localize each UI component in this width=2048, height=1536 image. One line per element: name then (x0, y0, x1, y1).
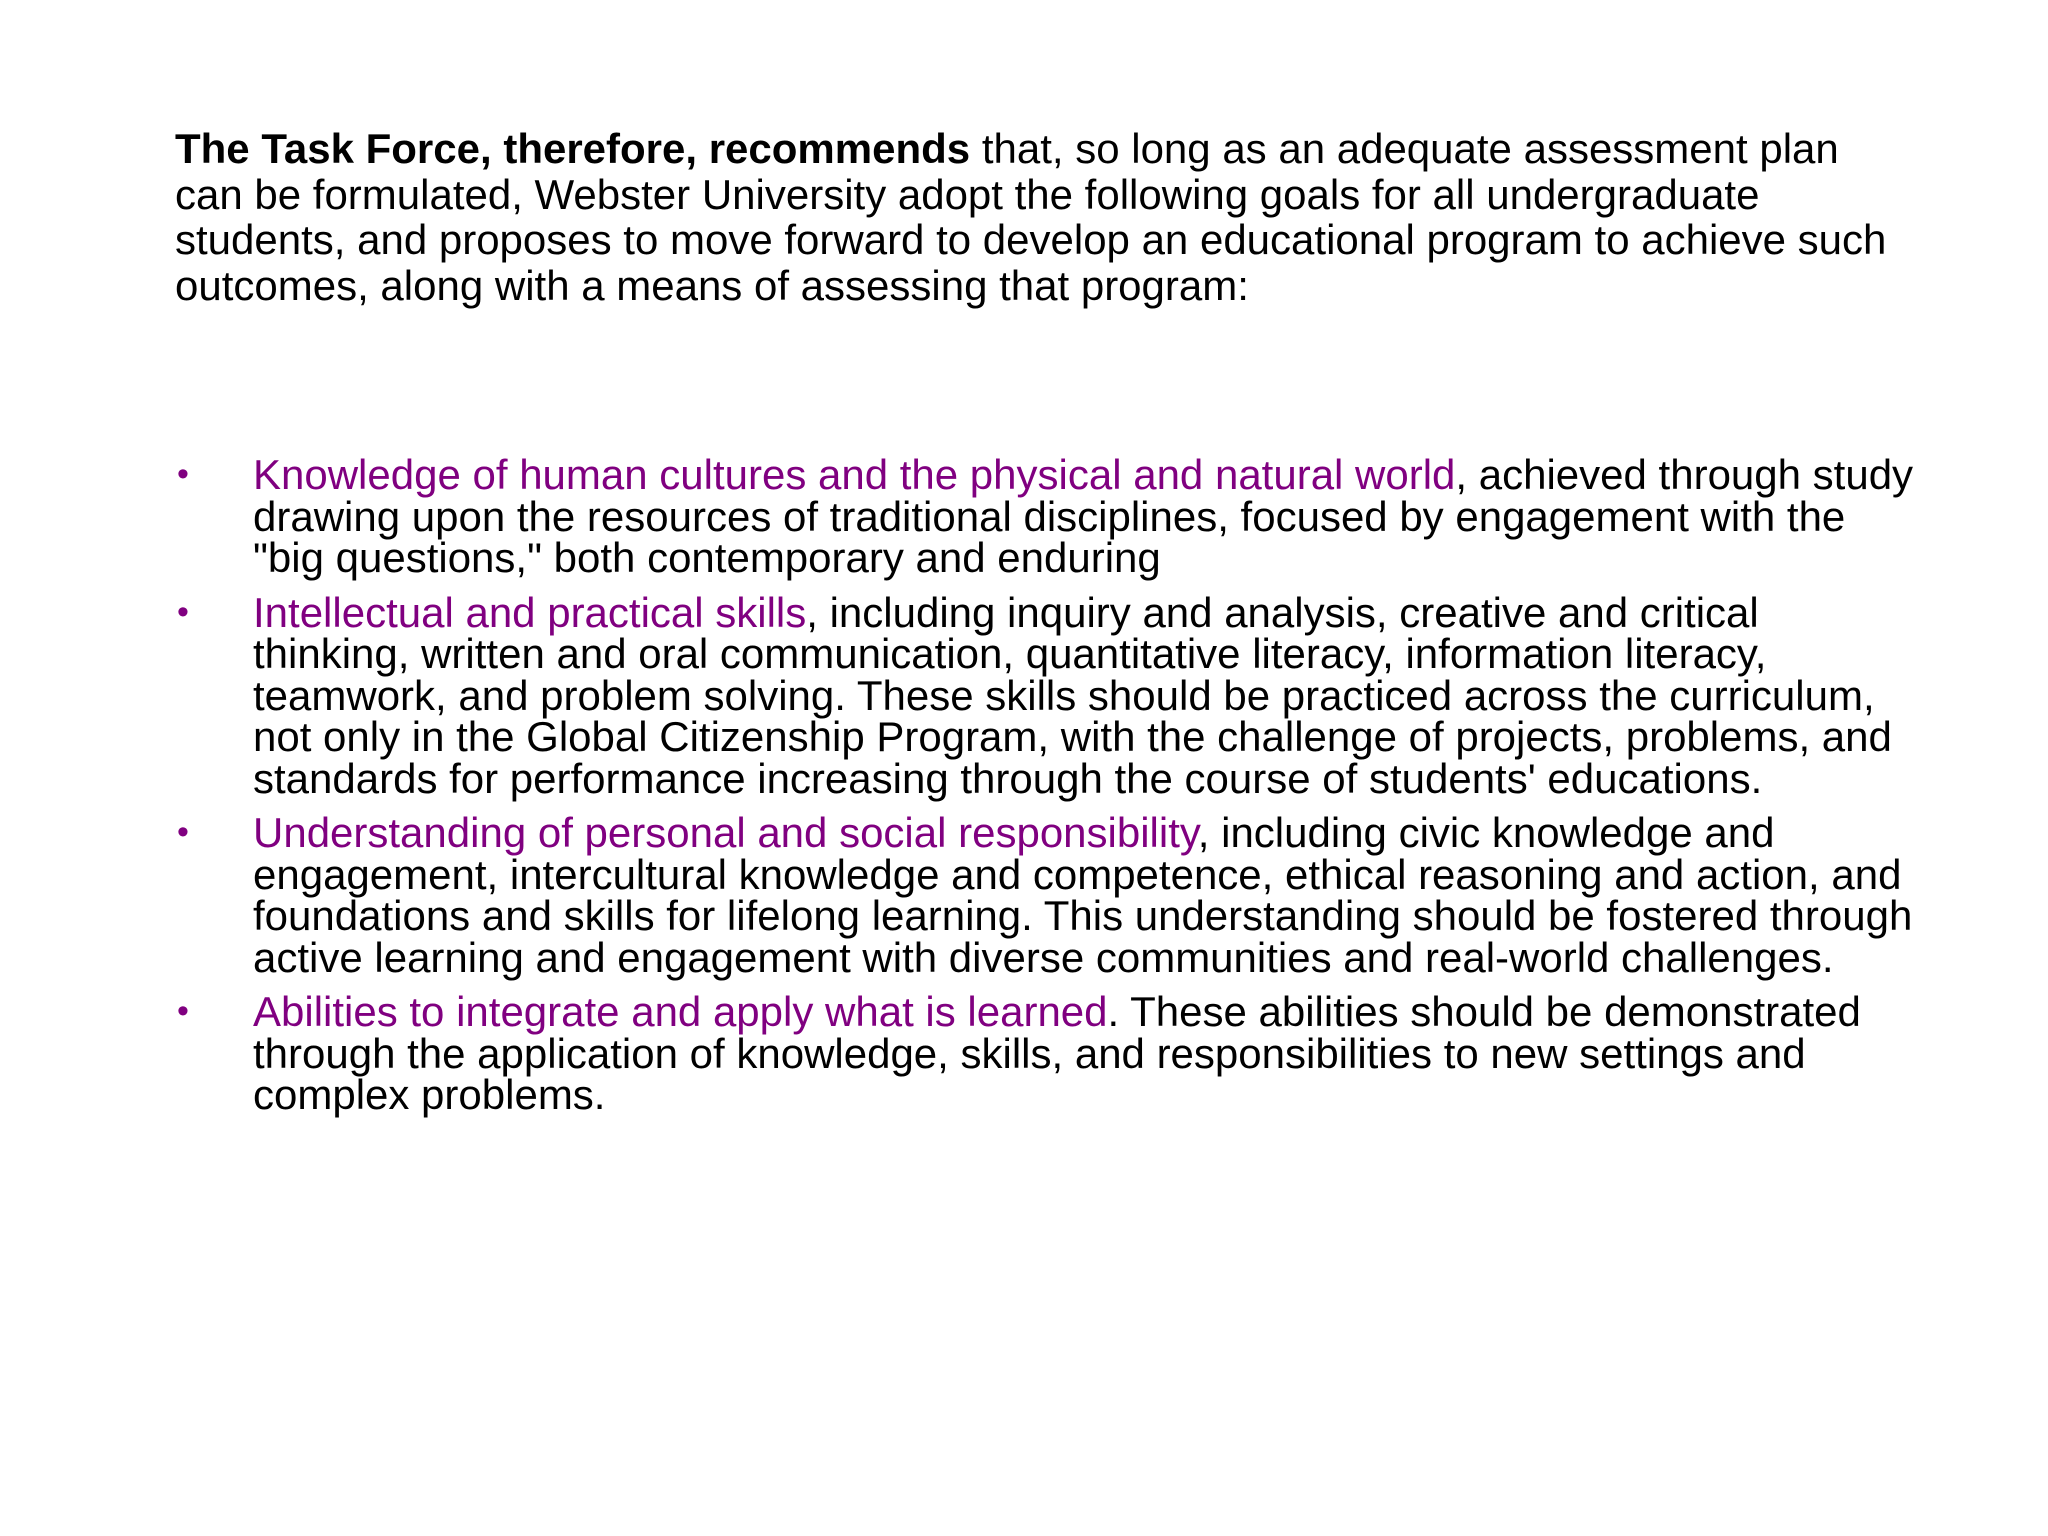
intro-body: that, so long as an adequate assessment plan can be formulated, Webster University adopt the following goals for all undergraduate students, and proposes to move forward to develop an educational program to achieve such outcomes, along with a means of assessing that program: (175, 125, 1887, 309)
bullet-icon: • (177, 992, 189, 1030)
intro-paragraph (175, 126, 1895, 308)
goal-item-integration (175, 988, 1915, 1118)
goal-text: , including civic knowledge and engagement, intercultural knowledge and competence, ethical reasoning and action, and foundations and skills for lifelong learning. This understanding should be fostered through active learning and engagement with diverse communities and real-world challenges. (253, 809, 1913, 981)
goals-list (175, 451, 1915, 1129)
goal-highlight: Understanding of personal and social responsibility (253, 809, 1198, 856)
goal-text: . These abilities should be demonstrated through the application of knowledge, skills, and responsibilities to new settings and complex problems. (253, 988, 1861, 1118)
intro-bold-lead: The Task Force, therefore, recommends (175, 125, 971, 172)
goal-highlight: Knowledge of human cultures and the physical and natural world (253, 451, 1456, 498)
goal-highlight: Abilities to integrate and apply what is learned (253, 988, 1108, 1035)
goal-item-skills (175, 588, 1915, 802)
goal-text: , achieved through study drawing upon the resources of traditional disciplines, focused by engagement with the "big questions," both contemporary and enduring (253, 451, 1914, 581)
bullet-icon: • (177, 813, 189, 851)
bullet-icon: • (177, 455, 189, 493)
goal-item-responsibility (175, 809, 1915, 981)
goal-item-knowledge (175, 451, 1915, 581)
goal-text: , including inquiry and analysis, creative and critical thinking, written and oral communication, quantitative literacy, information literacy, teamwork, and problem solving. These skills should be practiced across the curriculum, not only in the Global Citizenship Program, with the challenge of projects, problems, and standards for performance increasing through the course of students' educations. (253, 588, 1892, 802)
goal-highlight: Intellectual and practical skills (253, 588, 807, 636)
bullet-icon: • (177, 592, 189, 631)
